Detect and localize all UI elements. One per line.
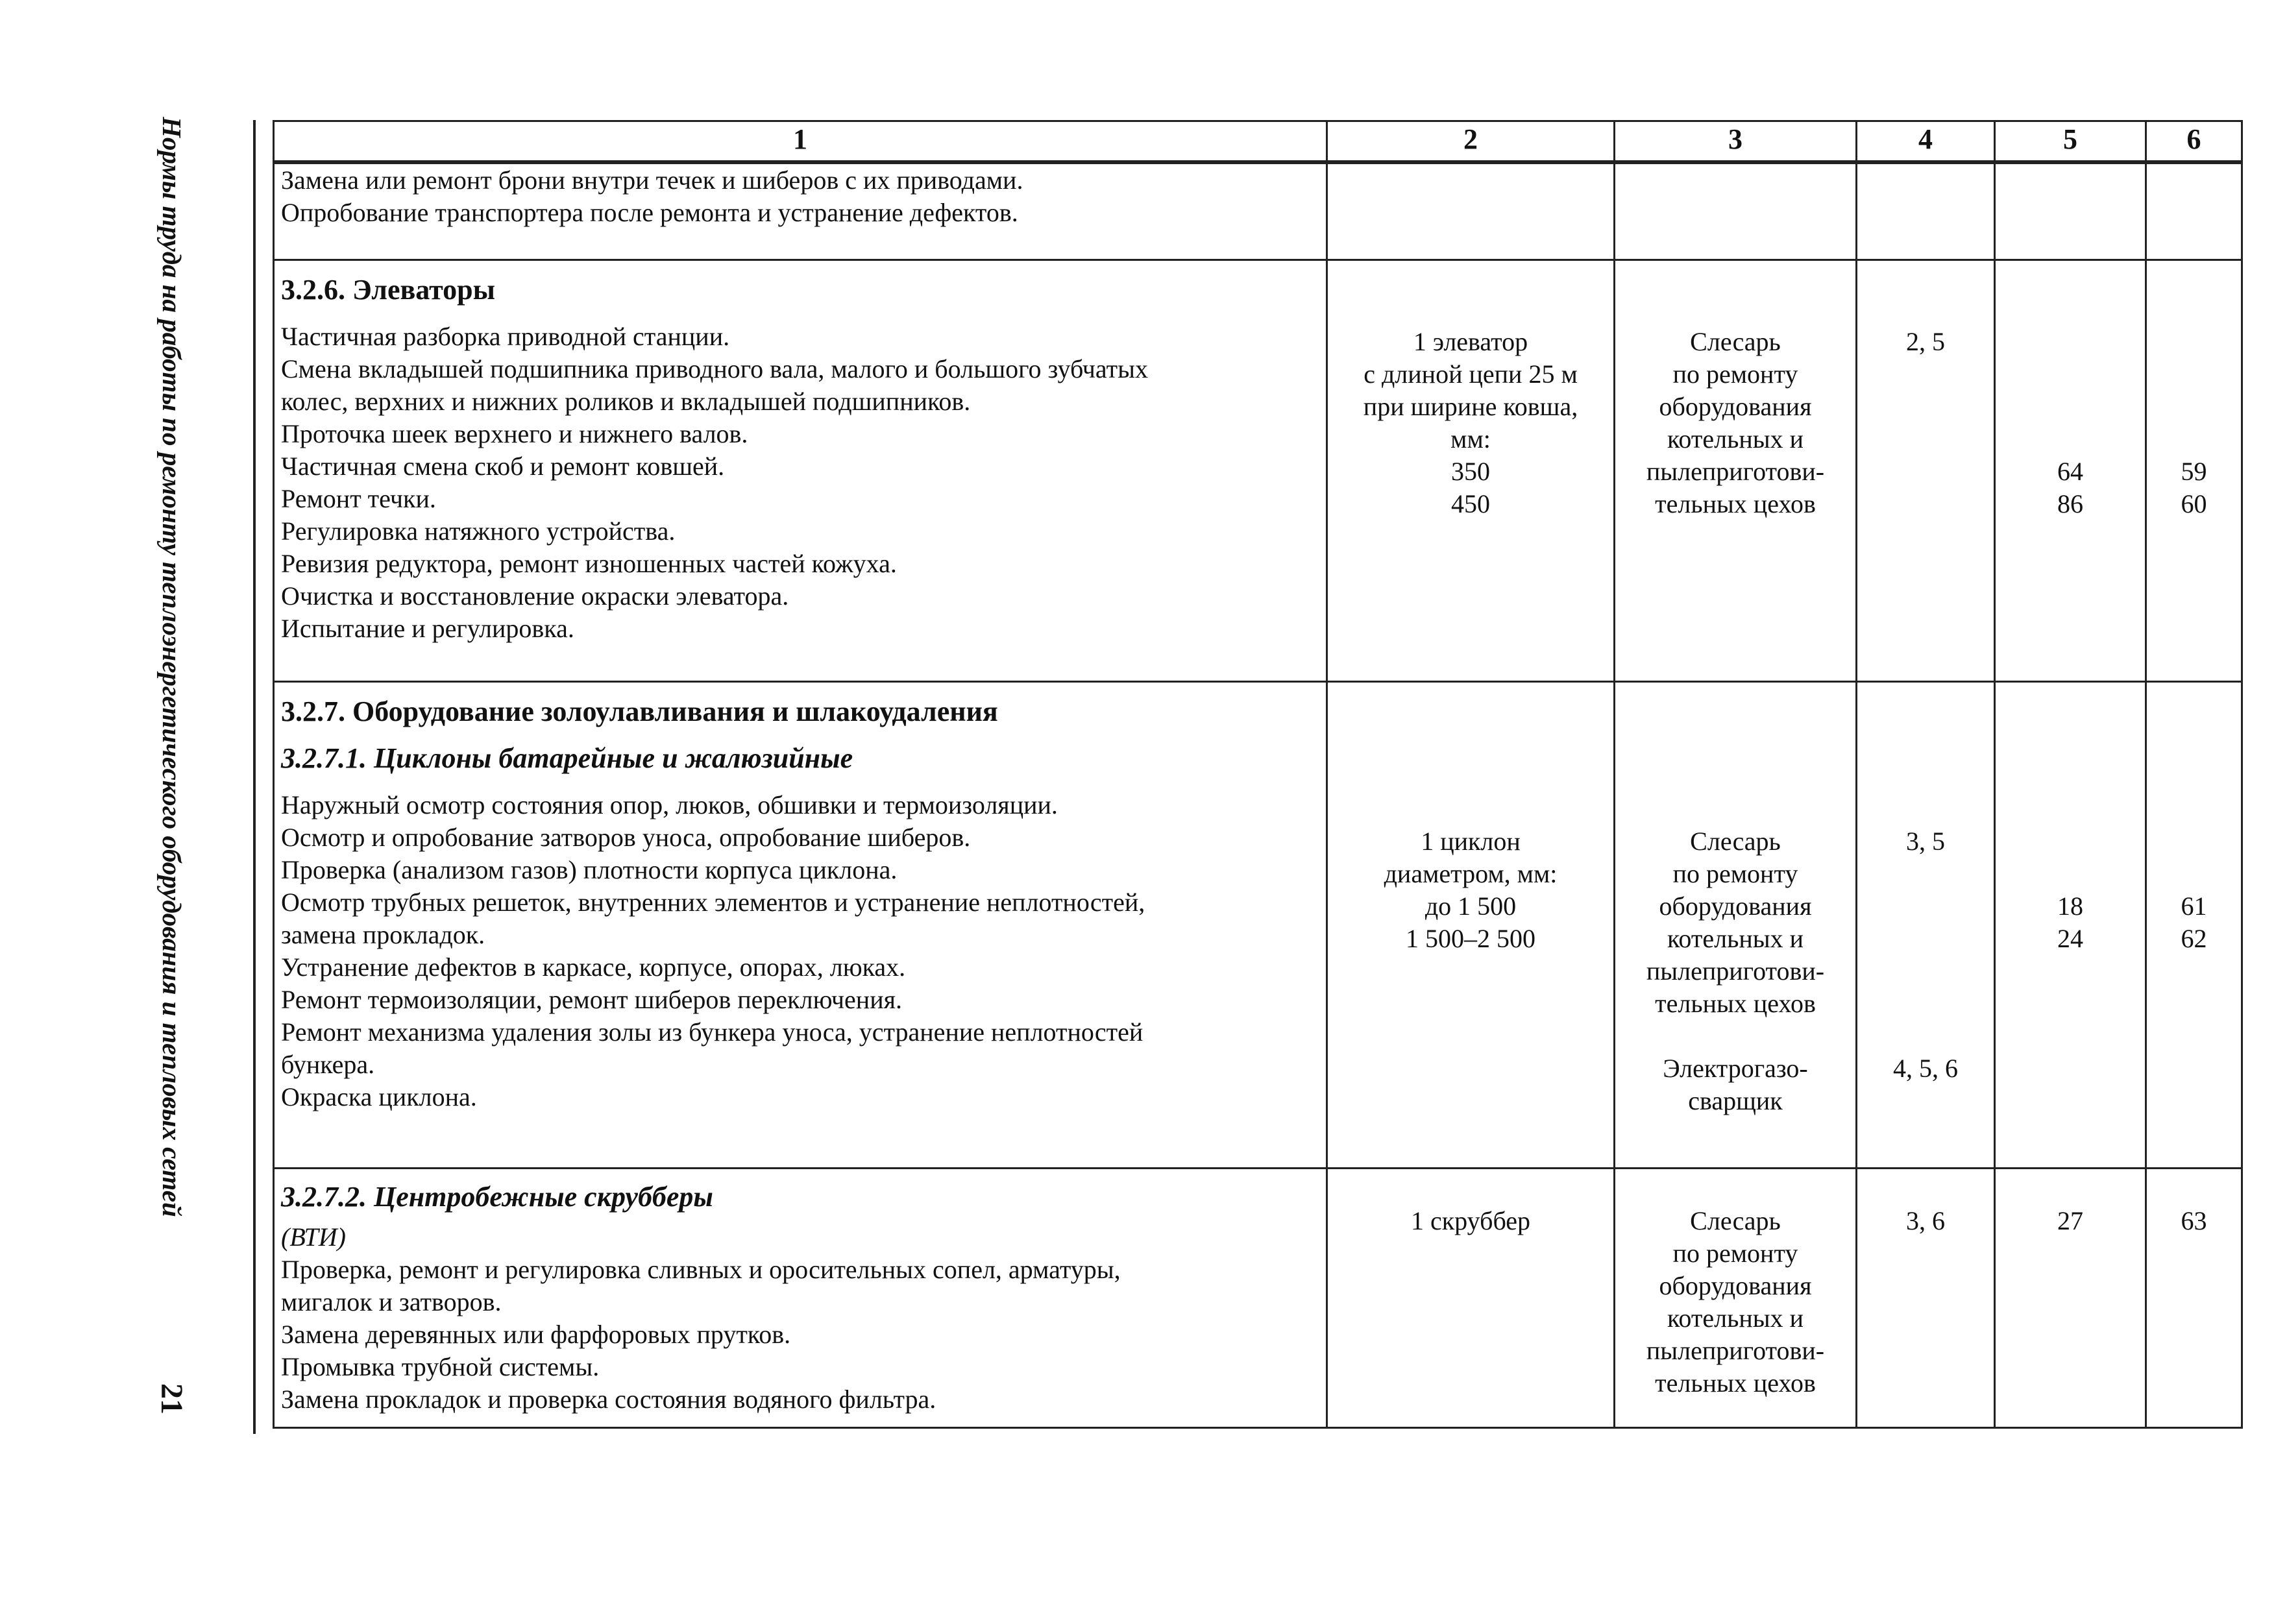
col-header-6: 6 bbox=[2146, 121, 2242, 163]
work-line: Осмотр трубных решеток, внутренних элементов и устранение неплотностей, bbox=[281, 887, 1145, 917]
unit-cell bbox=[1327, 260, 1615, 681]
work-line: Окраска циклона. bbox=[281, 1082, 477, 1111]
work-line: Ремонт термоизоляции, ремонт шиберов переключения. bbox=[281, 984, 903, 1014]
norm-value: 27 bbox=[2057, 1206, 2083, 1235]
worker-line: по ремонту bbox=[1672, 858, 1798, 888]
grade-cell bbox=[1857, 1168, 1995, 1427]
col-header-5: 5 bbox=[1995, 121, 2146, 163]
worker-line: Электрогазо- bbox=[1663, 1053, 1808, 1083]
worker-cell bbox=[1615, 681, 1857, 1168]
worker-line: котельных и bbox=[1667, 923, 1804, 953]
table-ref-value: 60 bbox=[2181, 489, 2207, 518]
spacer bbox=[1864, 858, 1987, 1052]
work-line: замена прокладок. bbox=[281, 919, 485, 949]
work-line: Замена или ремонт брони внутри течек и шиберов с их приводами. bbox=[281, 165, 1023, 195]
table-ref-cell bbox=[2146, 260, 2242, 681]
margin-rule bbox=[253, 120, 256, 1434]
col-header-2: 2 bbox=[1327, 121, 1615, 163]
col-header-4: 4 bbox=[1857, 121, 1995, 163]
unit-line: 1 циклон bbox=[1421, 826, 1521, 856]
worker-line: сварщик bbox=[1688, 1085, 1783, 1115]
norm-cell bbox=[1995, 260, 2146, 681]
worker-line: оборудования bbox=[1659, 1270, 1812, 1300]
work-line: колес, верхних и нижних роликов и вкладышей подшипников. bbox=[281, 386, 971, 416]
work-line: бункера. bbox=[281, 1049, 375, 1079]
grade-cell bbox=[1857, 162, 1995, 260]
norm-cell bbox=[1995, 681, 2146, 1168]
table-ref-value: 59 bbox=[2181, 456, 2207, 486]
norms-table bbox=[273, 120, 2243, 1429]
norm-value: 24 bbox=[2057, 923, 2083, 953]
worker-cell bbox=[1615, 162, 1857, 260]
grade-cell bbox=[1857, 681, 1995, 1168]
worker-line: по ремонту bbox=[1672, 359, 1798, 389]
unit-cell bbox=[1327, 681, 1615, 1168]
subsection-title: 3.2.7.1. Циклоны батарейные и жалюзийные bbox=[281, 742, 853, 774]
spacer bbox=[1622, 1020, 1849, 1052]
work-line: Проверка (анализом газов) плотности корпуса циклона. bbox=[281, 854, 898, 884]
work-description bbox=[274, 681, 1327, 1168]
work-line: Смена вкладышей подшипника приводного вала, малого и большого зубчатых bbox=[281, 354, 1148, 383]
work-line: Ремонт механизма удаления золы из бункера уноса, устранение неплотностей bbox=[281, 1017, 1144, 1047]
worker-line: тельных цехов bbox=[1655, 1368, 1816, 1398]
work-line: Устранение дефектов в каркасе, корпусе, опорах, люках. bbox=[281, 952, 906, 982]
section-title: 3.2.6. Элеваторы bbox=[281, 273, 495, 306]
page-number: 21 bbox=[154, 1383, 190, 1414]
section-title: 3.2.7. Оборудование золоулавливания и шлакоудаления bbox=[281, 695, 998, 727]
unit-line: 350 bbox=[1451, 456, 1490, 486]
norm-value: 18 bbox=[2057, 891, 2083, 921]
worker-line: тельных цехов bbox=[1655, 988, 1816, 1018]
worker-line: Слесарь bbox=[1690, 326, 1781, 356]
work-description bbox=[274, 1168, 1327, 1427]
work-line: Частичная разборка приводной станции. bbox=[281, 321, 730, 351]
table-ref-cell bbox=[2146, 1168, 2242, 1427]
table-ref-value: 62 bbox=[2181, 923, 2207, 953]
unit-cell bbox=[1327, 1168, 1615, 1427]
work-description bbox=[274, 162, 1327, 260]
method-note: (ВТИ) bbox=[281, 1222, 346, 1252]
worker-line: тельных цехов bbox=[1655, 489, 1816, 518]
table-row bbox=[274, 1168, 2242, 1427]
table-row bbox=[274, 162, 2242, 260]
col-header-1: 1 bbox=[274, 121, 1327, 163]
worker-line: пылеприготови- bbox=[1646, 1335, 1825, 1365]
worker-line: оборудования bbox=[1659, 891, 1812, 921]
worker-line: Слесарь bbox=[1690, 1206, 1781, 1235]
work-line: Опробование транспортера после ремонта и устранение дефектов. bbox=[281, 198, 1018, 227]
unit-cell bbox=[1327, 162, 1615, 260]
work-line: мигалок и затворов. bbox=[281, 1287, 502, 1316]
work-line: Замена прокладок и проверка состояния водяного фильтра. bbox=[281, 1384, 936, 1414]
grade-value: 2, 5 bbox=[1906, 326, 1945, 356]
worker-cell bbox=[1615, 260, 1857, 681]
running-header bbox=[143, 117, 201, 1414]
unit-line: 1 500–2 500 bbox=[1406, 923, 1535, 953]
work-line: Наружный осмотр состояния опор, люков, обшивки и термоизоляции. bbox=[281, 790, 1058, 819]
grade-value: 4, 5, 6 bbox=[1893, 1053, 1958, 1083]
worker-line: котельных и bbox=[1667, 1303, 1804, 1333]
table-ref-value: 61 bbox=[2181, 891, 2207, 921]
work-line: Очистка и восстановление окраски элеватора. bbox=[281, 581, 789, 611]
norm-value: 64 bbox=[2057, 456, 2083, 486]
worker-line: котельных и bbox=[1667, 424, 1804, 454]
work-line: Ревизия редуктора, ремонт изношенных частей кожуха. bbox=[281, 548, 897, 578]
work-line: Испытание и регулировка. bbox=[281, 613, 574, 643]
unit-line: до 1 500 bbox=[1425, 891, 1517, 921]
work-line: Проточка шеек верхнего и нижнего валов. bbox=[281, 418, 748, 448]
worker-line: оборудования bbox=[1659, 391, 1812, 421]
worker-line: Слесарь bbox=[1690, 826, 1781, 856]
table-ref-cell bbox=[2146, 162, 2242, 260]
unit-line: при ширине ковша, bbox=[1363, 391, 1578, 421]
grade-cell bbox=[1857, 260, 1995, 681]
work-line: Проверка, ремонт и регулировка сливных и оросительных сопел, арматуры, bbox=[281, 1254, 1121, 1284]
unit-line: диаметром, мм: bbox=[1384, 858, 1558, 888]
unit-line: 1 элеватор bbox=[1413, 326, 1528, 356]
work-line: Ремонт течки. bbox=[281, 483, 436, 513]
subsection-title: 3.2.7.2. Центробежные скрубберы bbox=[281, 1180, 713, 1213]
worker-line: пылеприготови- bbox=[1646, 456, 1825, 486]
unit-line: с длиной цепи 25 м bbox=[1364, 359, 1578, 389]
norm-cell bbox=[1995, 1168, 2146, 1427]
table-ref-cell bbox=[2146, 681, 2242, 1168]
unit-line: мм: bbox=[1450, 424, 1491, 454]
work-line: Частичная смена скоб и ремонт ковшей. bbox=[281, 451, 725, 481]
table-ref-value: 63 bbox=[2181, 1206, 2207, 1235]
unit-line: 450 bbox=[1451, 489, 1490, 518]
worker-line: по ремонту bbox=[1672, 1238, 1798, 1268]
column-header-row bbox=[274, 121, 2242, 163]
grade-value: 3, 6 bbox=[1906, 1206, 1945, 1235]
work-description bbox=[274, 260, 1327, 681]
col-header-3: 3 bbox=[1615, 121, 1857, 163]
norm-cell bbox=[1995, 162, 2146, 260]
table-row bbox=[274, 260, 2242, 681]
unit-line: 1 скруббер bbox=[1410, 1206, 1531, 1235]
work-line: Осмотр и опробование затворов уноса, опробование шиберов. bbox=[281, 822, 971, 852]
running-header-text: Нормы труда на работы по ремонту теплоэнергетического оборудования и тепловых сетей bbox=[157, 117, 187, 1217]
work-line: Регулировка натяжного устройства. bbox=[281, 516, 676, 546]
work-line: Замена деревянных или фарфоровых прутков. bbox=[281, 1319, 791, 1349]
table-row bbox=[274, 681, 2242, 1168]
work-line: Промывка трубной системы. bbox=[281, 1351, 600, 1381]
worker-line: пылеприготови- bbox=[1646, 956, 1825, 986]
norm-value: 86 bbox=[2057, 489, 2083, 518]
worker-cell bbox=[1615, 1168, 1857, 1427]
grade-value: 3, 5 bbox=[1906, 826, 1945, 856]
